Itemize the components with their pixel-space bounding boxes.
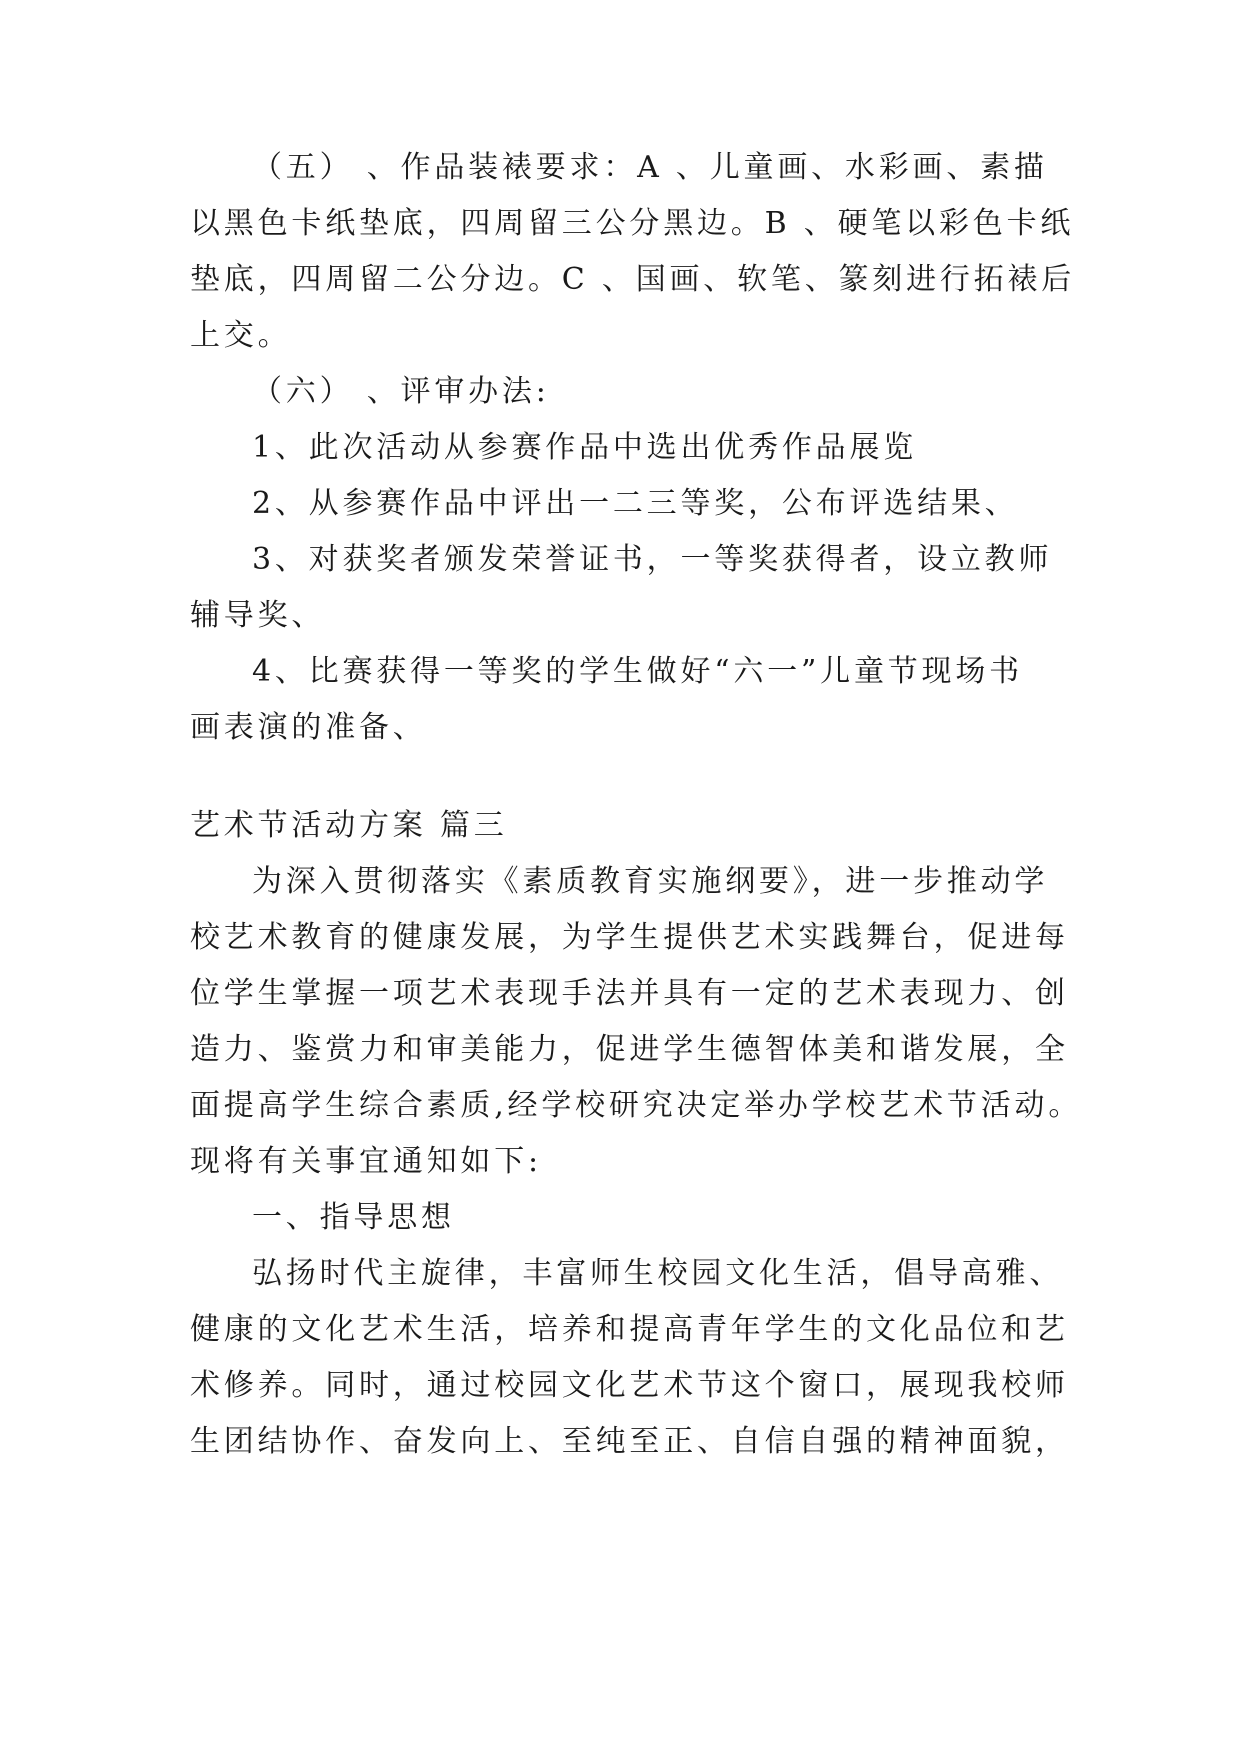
guiding-line-3: 术修养。同时，通过校园文化艺术节这个窗口，展现我校师 bbox=[190, 1368, 1069, 1403]
section-five-line-4: 上交。 bbox=[190, 318, 292, 353]
section-six-item-2: 2、从参赛作品中评出一二三等奖，公布评选结果、 bbox=[252, 486, 1019, 521]
section-six-heading: （六） 、评审办法: bbox=[252, 374, 550, 409]
section-six-item-3-line-2: 辅导奖、 bbox=[190, 598, 326, 633]
guiding-heading: 一、指导思想 bbox=[252, 1200, 455, 1235]
guiding-line-2: 健康的文化艺术生活，培养和提高青年学生的文化品位和艺 bbox=[190, 1312, 1069, 1347]
part-three-title: 艺术节活动方案 篇三 bbox=[190, 808, 508, 843]
intro-line-2: 校艺术教育的健康发展，为学生提供艺术实践舞台，促进每 bbox=[190, 920, 1069, 955]
intro-line-5: 面提高学生综合素质,经学校研究决定举办学校艺术节活动。 bbox=[190, 1088, 1083, 1123]
guiding-line-1: 弘扬时代主旋律，丰富师生校园文化生活，倡导高雅、 bbox=[252, 1256, 1064, 1291]
section-six-item-4-line-1: 4、比赛获得一等奖的学生做好“六一”儿童节现场书 bbox=[252, 654, 1023, 689]
section-six-item-3-line-1: 3、对获奖者颁发荣誉证书，一等奖获得者，设立教师 bbox=[252, 542, 1053, 577]
intro-line-4: 造力、鉴赏力和审美能力，促进学生德智体美和谐发展，全 bbox=[190, 1032, 1069, 1067]
intro-line-6: 现将有关事宜通知如下: bbox=[190, 1144, 542, 1179]
section-five-line-3: 垫底，四周留二公分边。C 、国画、软笔、篆刻进行拓裱后 bbox=[190, 262, 1076, 297]
intro-line-1: 为深入贯彻落实《素质教育实施纲要》，进一步推动学 bbox=[252, 864, 1049, 899]
intro-line-3: 位学生掌握一项艺术表现手法并具有一定的艺术表现力、创 bbox=[190, 976, 1069, 1011]
guiding-line-4: 生团结协作、奋发向上、至纯至正、自信自强的精神面貌， bbox=[190, 1424, 1069, 1459]
section-five-line-2: 以黑色卡纸垫底，四周留三公分黑边。B 、硬笔以彩色卡纸 bbox=[190, 206, 1075, 241]
section-five-line-1: （五） 、作品装裱要求：A 、儿童画、水彩画、素描 bbox=[252, 150, 1048, 185]
section-six-item-1: 1、此次活动从参赛作品中选出优秀作品展览 bbox=[252, 430, 918, 465]
section-six-item-4-line-2: 画表演的准备、 bbox=[190, 710, 427, 745]
